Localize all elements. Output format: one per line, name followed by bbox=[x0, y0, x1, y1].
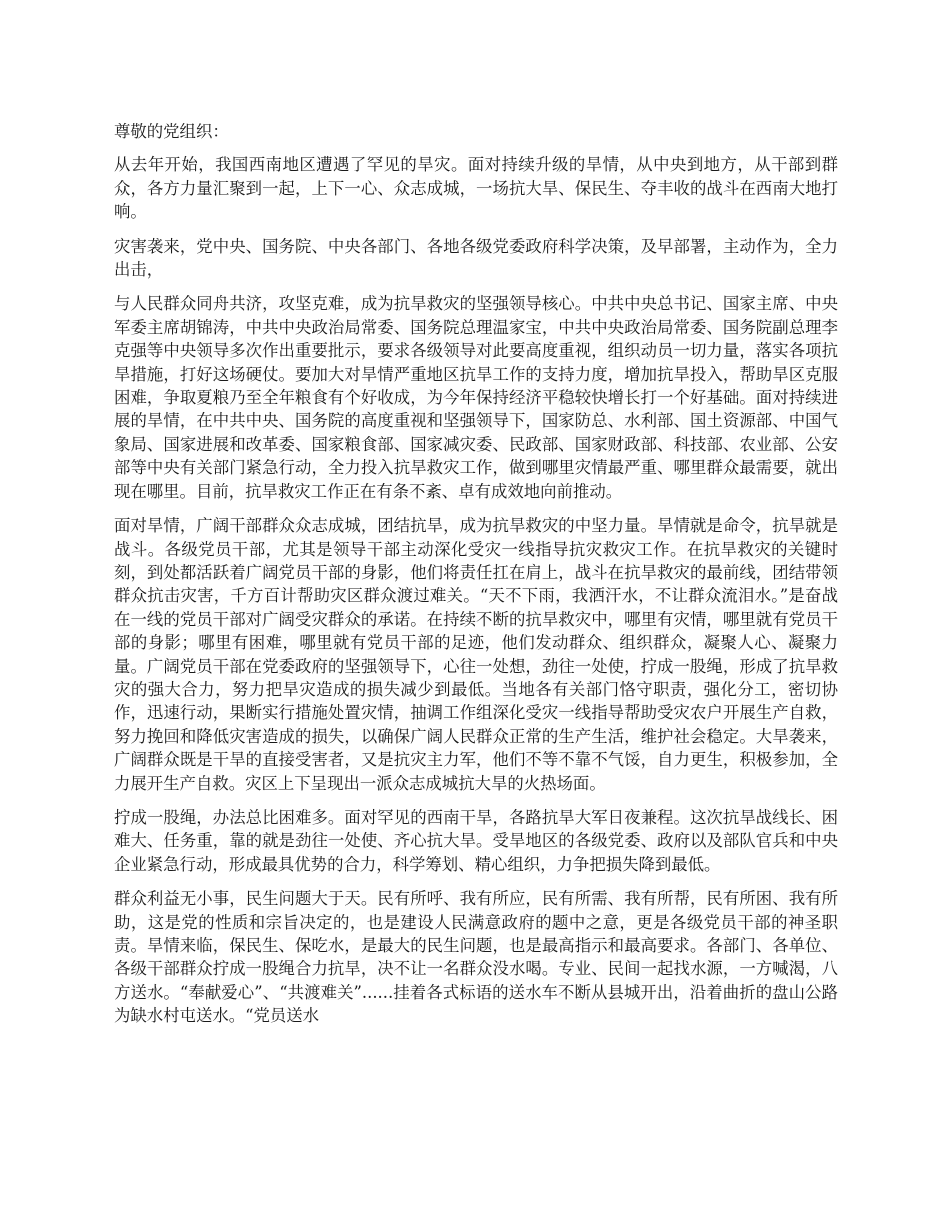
paragraph-3: 与人民群众同舟共济，攻坚克难，成为抗旱救灾的坚强领导核心。中共中央总书记、国家主席、中央军委主席胡锦涛，中共中央政治局常委、国务院总理温家宝，中共中央政治局常委、国务院副总理李克强等中央领导多次作出重要批示，要求各级领导对此要高度重视，组织动员一切力量，落实各项抗旱措施，打好这场硬仗。要加大对旱情严重地区抗旱工作的支持力度，增加抗旱投入，帮助旱区克服困难，争取夏粮乃至全年粮食有个好收成，为今年保持经济平稳较快增长打一个好基础。面对持续进展的旱情，在中共中央、国务院的高度重视和坚强领导下，国家防总、水利部、国土资源部、中国气象局、国家进展和改革委、国家粮食部、国家减灾委、民政部、国家财政部、科技部、农业部、公安部等中央有关部门紧急行动，全力投入抗旱救灾工作，做到哪里灾情最严重、哪里群众最需要，就出现在哪里。目前，抗旱救灾工作正在有条不紊、卓有成效地向前推动。 bbox=[114, 294, 838, 501]
document-body bbox=[114, 120, 838, 1039]
paragraph-1: 从去年开始，我国西南地区遭遇了罕见的旱灾。面对持续升级的旱情，从中央到地方，从干部到群众，各方力量汇聚到一起，上下一心、众志成城，一场抗大旱、保民生、夺丰收的战斗在西南大地打响。 bbox=[114, 155, 838, 222]
paragraph-6: 群众利益无小事，民生问题大于天。民有所呼、我有所应，民有所需、我有所帮，民有所困、我有所助，这是党的性质和宗旨决定的，也是建设人民满意政府的题中之意，更是各级党员干部的神圣职责。旱情来临，保民生、保吃水，是最大的民生问题，也是最高指示和最高要求。各部门、各单位、各级干部群众拧成一股绳合力抗旱，决不让一名群众没水喝。专业、民间一起找水源，一方喊渴，八方送水。“奉献爱心”、“共渡难关”......挂着各式标语的送水车不断从县城开出，沿着曲折的盘山公路为缺水村屯送水。“党员送水 bbox=[114, 889, 838, 1026]
paragraph-5: 拧成一股绳，办法总比困难多。面对罕见的西南干旱，各路抗旱大军日夜兼程。这次抗旱战线长、困难大、任务重，靠的就是劲往一处使、齐心抗大旱。受旱地区的各级党委、政府以及部队官兵和中央企业紧急行动，形成最具优势的合力，科学筹划、精心组织，力争把损失降到最低。 bbox=[114, 807, 838, 874]
paragraph-4: 面对旱情，广阔干部群众众志成城，团结抗旱，成为抗旱救灾的中坚力量。旱情就是命令，抗旱就是战斗。各级党员干部，尤其是领导干部主动深化受灾一线指导抗灾救灾工作。在抗旱救灾的关键时刻，到处都活跃着广阔党员干部的身影，他们将责任扛在肩上，战斗在抗旱救灾的最前线，团结带领群众抗击灾害，千方百计帮助灾区群众渡过难关。“天不下雨，我洒汗水，不让群众流泪水。”是奋战在一线的党员干部对广阔受灾群众的承诺。在持续不断的抗旱救灾中，哪里有灾情，哪里就有党员干部的身影；哪里有困难，哪里就有党员干部的足迹，他们发动群众、组织群众，凝聚人心、凝聚力量。广阔党员干部在党委政府的坚强领导下，心往一处想，劲往一处使，拧成一股绳，形成了抗旱救灾的强大合力，努力把旱灾造成的损失减少到最低。当地各有关部门恪守职责，强化分工，密切协作，迅速行动，果断实行措施处置灾情，抽调工作组深化受灾一线指导帮助受灾农户开展生产自救，努力挽回和降低灾害造成的损失，以确保广阔人民群众正常的生产生活，维护社会稳定。大旱袭来，广阔群众既是干旱的直接受害者，又是抗灾主力军，他们不等不靠不气馁，自力更生，积极参加，全力展开生产自救。灾区上下呈现出一派众志成城抗大旱的火热场面。 bbox=[114, 516, 838, 793]
salutation: 尊敬的党组织： bbox=[114, 122, 229, 141]
paragraph-2: 灾害袭来，党中央、国务院、中央各部门、各地各级党委政府科学决策，及早部署，主动作为，全力出击， bbox=[114, 236, 838, 280]
